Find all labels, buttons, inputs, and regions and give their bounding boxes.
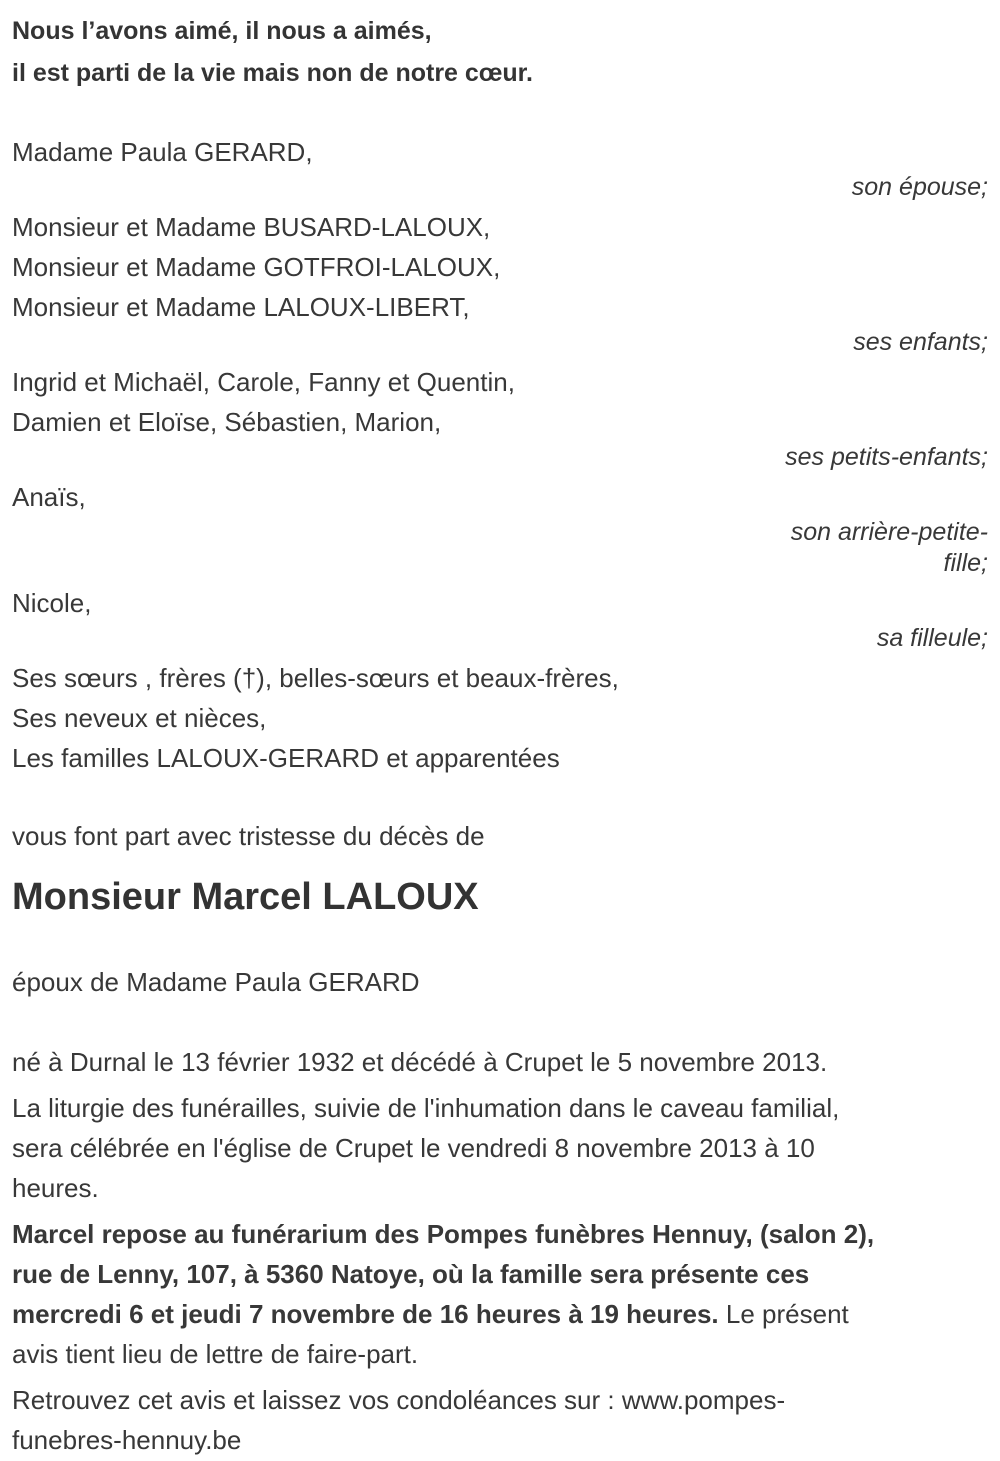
repose-paragraph	[12, 1214, 988, 1374]
repose-normal-part: Le présent	[718, 1299, 849, 1329]
repose-line: avis tient lieu de lettre de faire-part.	[12, 1339, 419, 1369]
relation-label: sa filleule;	[876, 624, 988, 652]
intro-line-2: il est parti de la vie mais non de notre cœur.	[12, 59, 533, 87]
relation-label: son épouse;	[851, 173, 988, 201]
deceased-name: Monsieur Marcel LALOUX	[12, 876, 479, 918]
family-group-great-granddaughter	[12, 477, 988, 579]
intro-verse	[12, 10, 988, 94]
announcement-line: vous font part avec tristesse du décès de	[12, 821, 485, 851]
family-member-line: Monsieur et Madame BUSARD-LALOUX,	[12, 212, 491, 242]
family-list	[12, 132, 988, 654]
family-group-goddaughter	[12, 583, 988, 654]
relation-label: ses petits-enfants;	[785, 443, 988, 471]
repose-line-mixed	[12, 1294, 988, 1334]
family-member-line: Nicole,	[12, 588, 92, 618]
birth-death-paragraph	[12, 1042, 988, 1082]
relatives-line: Les familles LALOUX-GERARD et apparentées	[12, 743, 560, 773]
relation-label: ses enfants;	[853, 328, 988, 356]
repose-line: rue de Lenny, 107, à 5360 Natoye, où la famille sera présente ces	[12, 1259, 810, 1289]
funeral-paragraph	[12, 1088, 988, 1208]
family-group-grandchildren	[12, 362, 988, 473]
repose-bold-part: mercredi 6 et jeudi 7 novembre de 16 heures à 19 heures.	[12, 1299, 719, 1329]
intro-line-1: Nous l’avons aimé, il nous a aimés,	[12, 17, 432, 45]
spouse-line: époux de Madame Paula GERARD	[12, 967, 420, 997]
condolences-paragraph	[12, 1380, 988, 1460]
family-member-line: Ingrid et Michaël, Carole, Fanny et Quentin,	[12, 367, 515, 397]
family-member-line: Madame Paula GERARD,	[12, 137, 313, 167]
funeral-line: sera célébrée en l'église de Crupet le vendredi 8 novembre 2013 à 10	[12, 1133, 815, 1163]
relatives-line: Ses neveux et nièces,	[12, 703, 267, 733]
family-member-line: Anaïs,	[12, 482, 86, 512]
birth-death-line: né à Durnal le 13 février 1932 et décédé à Crupet le 5 novembre 2013.	[12, 1047, 828, 1077]
relation-label: fille;	[943, 549, 988, 577]
family-member-line: Monsieur et Madame LALOUX-LIBERT,	[12, 292, 470, 322]
family-group-children	[12, 207, 988, 358]
funeral-line: heures.	[12, 1173, 99, 1203]
family-group-spouse	[12, 132, 988, 203]
other-relatives	[12, 658, 988, 778]
repose-line: Marcel repose au funérarium des Pompes funèbres Hennuy, (salon 2),	[12, 1219, 875, 1249]
relation-label: son arrière-petite-	[790, 518, 988, 546]
family-member-line: Monsieur et Madame GOTFROI-LALOUX,	[12, 252, 501, 282]
relatives-line: Ses sœurs , frères (†), belles-sœurs et beaux-frères,	[12, 663, 619, 693]
website-line: funebres-hennuy.be	[12, 1425, 242, 1455]
family-member-line: Damien et Eloïse, Sébastien, Marion,	[12, 407, 442, 437]
funeral-line: La liturgie des funérailles, suivie de l'inhumation dans le caveau familial,	[12, 1093, 840, 1123]
condolences-line: Retrouvez cet avis et laissez vos condoléances sur : www.pompes-	[12, 1385, 786, 1415]
